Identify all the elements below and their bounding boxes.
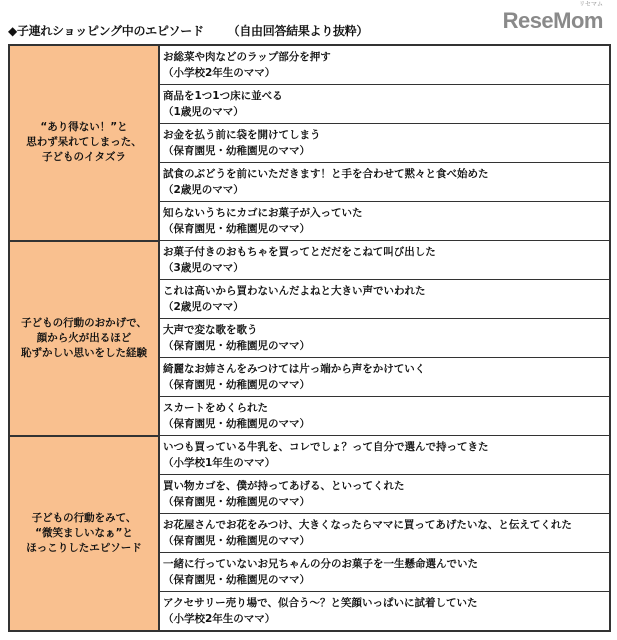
episode-author: （小学校1年生のママ）	[163, 457, 276, 469]
episode-cell	[159, 358, 610, 397]
episode-author: （2歳児のママ）	[163, 184, 244, 196]
episode-cell	[159, 45, 610, 85]
episode-text: お金を払う前に袋を開けてしまう	[163, 129, 321, 141]
episode-author: （保育園児・幼稚園児のママ）	[163, 418, 310, 430]
table-row	[9, 241, 610, 280]
episode-cell	[159, 241, 610, 280]
episode-text: これは高いから買わないんだよねと大きい声でいわれた	[163, 285, 426, 297]
episode-author: （2歳児のママ）	[163, 301, 244, 313]
category-line: 思わず呆れてしまった、	[26, 136, 142, 149]
category-line: ほっこりしたエピソード	[26, 541, 142, 554]
category-line: “あり得ない！”と	[40, 121, 128, 134]
episode-author: （保育園児・幼稚園児のママ）	[163, 574, 310, 586]
category-line: 子どもの行動をみて、	[31, 511, 137, 524]
episode-author: （3歳児のママ）	[163, 262, 244, 274]
category-line: 子どもの行動のおかげで、	[21, 316, 147, 329]
episode-cell	[159, 85, 610, 124]
category-cell	[9, 45, 159, 241]
episode-author: （保育園児・幼稚園児のママ）	[163, 145, 310, 157]
episode-cell	[159, 475, 610, 514]
category-line: 子どものイタズラ	[42, 151, 126, 164]
episode-cell	[159, 202, 610, 241]
episode-text: 大声で変な歌を歌う	[163, 324, 258, 336]
episode-cell	[159, 163, 610, 202]
episode-author: （保育園児・幼稚園児のママ）	[163, 535, 310, 547]
episode-author: （保育園児・幼稚園児のママ）	[163, 379, 310, 391]
episode-text: 試食のぶどうを前にいただきます！と手を合わせて黙々と食べ始めた	[163, 168, 489, 180]
episode-text: 知らないうちにカゴにお菓子が入っていた	[163, 207, 363, 219]
category-cell	[9, 241, 159, 436]
episode-text: お総菜や肉などのラップ部分を押す	[163, 51, 331, 63]
episode-author: （保育園児・幼稚園児のママ）	[163, 340, 310, 352]
episode-author: （小学校2年生のママ）	[163, 67, 276, 79]
episode-text: いつも買っている牛乳を、コレでしょ？って自分で選んで持ってきた	[163, 441, 489, 453]
episode-cell	[159, 514, 610, 553]
title-text: ◆子連れショッピング中のエピソード	[8, 24, 204, 38]
episode-text: お花屋さんでお花をみつけ、大きくなったらママに買ってあげたいな、と伝えてくれた	[163, 519, 572, 531]
category-line: “微笑ましいなぁ”と	[35, 526, 133, 539]
logo-text: ReseMom	[502, 8, 603, 33]
episode-author: （保育園児・幼稚園児のママ）	[163, 223, 310, 235]
episode-cell	[159, 124, 610, 163]
episode-cell	[159, 280, 610, 319]
episode-table	[8, 44, 611, 632]
episode-text: お菓子付きのおもちゃを買ってとだだをこねて叫び出した	[163, 246, 436, 258]
episode-cell	[159, 319, 610, 358]
episode-text: 綺麗なお姉さんをみつけては片っ端から声をかけていく	[163, 363, 426, 375]
episode-text: 一緒に行っていないお兄ちゃんの分のお菓子を一生懸命選んでいた	[163, 558, 478, 570]
table-row	[9, 45, 610, 85]
page-title	[8, 22, 368, 39]
episode-cell	[159, 397, 610, 436]
episode-cell	[159, 436, 610, 475]
episode-text: スカートをめくられた	[163, 402, 268, 414]
category-cell	[9, 436, 159, 632]
category-line: 恥ずかしい思いをした経験	[21, 346, 147, 359]
episode-author: （1歳児のママ）	[163, 106, 244, 118]
episode-author: （小学校2年生のママ）	[163, 613, 276, 625]
episode-text: アクセサリー売り場で、似合う～？と笑顔いっぱいに試着していた	[163, 597, 478, 609]
episode-text: 商品を1つ1つ床に並べる	[163, 90, 283, 102]
subtitle: （自由回答結果より抜粋）	[227, 24, 369, 38]
episode-cell	[159, 553, 610, 592]
resemom-logo	[503, 2, 603, 33]
logo-ruby: リセマム	[579, 2, 603, 8]
category-line: 顔から火が出るほど	[36, 331, 132, 344]
episode-cell	[159, 592, 610, 632]
episode-author: （保育園児・幼稚園児のママ）	[163, 496, 310, 508]
table-row	[9, 436, 610, 475]
episode-text: 買い物カゴを、僕が持ってあげる、といってくれた	[163, 480, 405, 492]
